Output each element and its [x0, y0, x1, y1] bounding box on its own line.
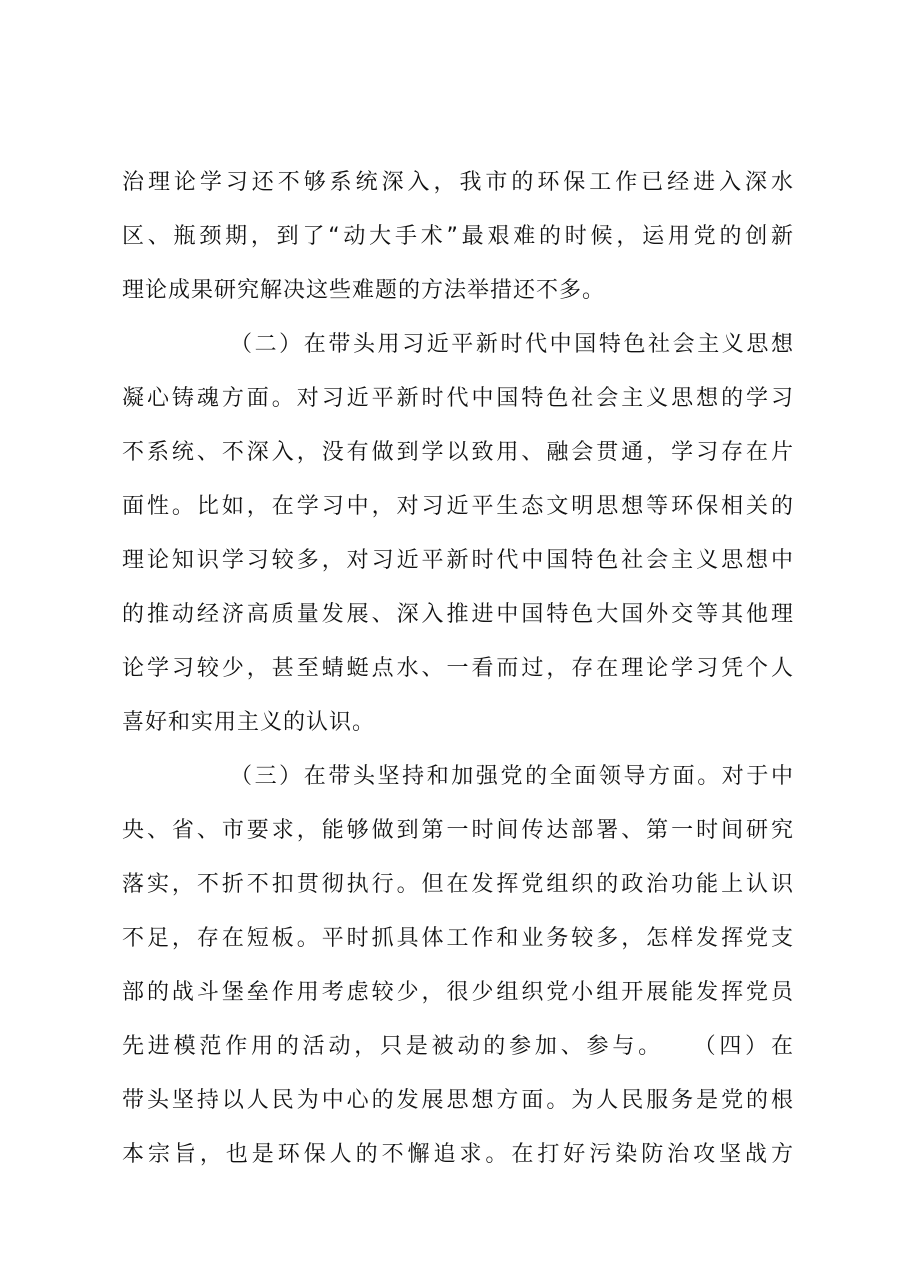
text-line: 部的战斗堡垒作用考虑较少，很少组织党小组开展能发挥党员 [122, 980, 794, 1005]
text-line: 凝心铸魂方面。对习近平新时代中国特色社会主义思想的学习 [122, 386, 794, 411]
paragraph-heading-line: （三）在带头坚持和加强党的全面领导方面。对于中 [230, 764, 794, 789]
text-line: 落实，不折不扣贯彻执行。但在发挥党组织的政治功能上认识 [122, 872, 794, 897]
text-line: 面性。比如，在学习中，对习近平生态文明思想等环保相关的 [122, 494, 794, 519]
text-line: 央、省、市要求，能够做到第一时间传达部署、第一时间研究 [122, 818, 794, 843]
text-line: 区、瓶颈期，到了“动大手术”最艰难的时候，运用党的创新 [122, 224, 794, 249]
text-line: 论学习较少，甚至蜻蜓点水、一看而过，存在理论学习凭个人 [122, 656, 794, 681]
text-line: 理论成果研究解决这些难题的方法举措还不多。 [122, 278, 606, 303]
text-line: 治理论学习还不够系统深入，我市的环保工作已经进入深水 [122, 170, 794, 195]
text-line: 理论知识学习较多，对习近平新时代中国特色社会主义思想中 [122, 548, 794, 573]
text-line: 不足，存在短板。平时抓具体工作和业务较多，怎样发挥党支 [122, 926, 794, 951]
text-line: 本宗旨，也是环保人的不懈追求。在打好污染防治攻坚战方 [122, 1142, 794, 1167]
paragraph-heading-line: （二）在带头用习近平新时代中国特色社会主义思想 [230, 332, 794, 357]
text-line: 的推动经济高质量发展、深入推进中国特色大国外交等其他理 [122, 602, 794, 627]
text-line: 带头坚持以人民为中心的发展思想方面。为人民服务是党的根 [122, 1088, 794, 1113]
text-line: 不系统、不深入，没有做到学以致用、融会贯通，学习存在片 [122, 440, 794, 465]
text-line: 喜好和实用主义的认识。 [122, 710, 376, 735]
text-line: 先进模范作用的活动，只是被动的参加、参与。 （四）在 [122, 1034, 794, 1059]
